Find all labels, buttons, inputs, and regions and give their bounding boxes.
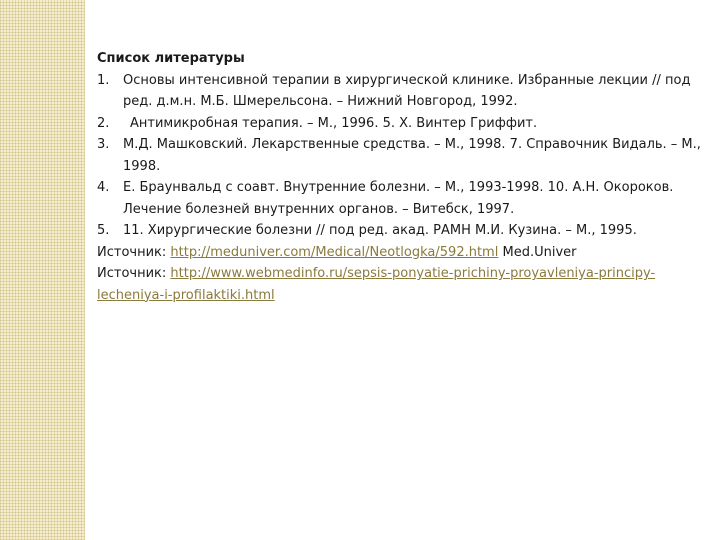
reference-number: 1.	[97, 72, 110, 88]
slide-content	[97, 48, 709, 306]
source-suffix: Med.Univer	[498, 244, 577, 260]
source-label: Источник:	[97, 266, 171, 281]
reference-item-1	[97, 70, 709, 113]
reference-text: Е. Браунвальд с соавт. Внутренние болезни. – М., 1993-1998. 10. А.Н. Окороков. Лечение болезней внутренних органов. – Витебск, 1997.	[123, 180, 674, 217]
reference-item-4	[97, 177, 709, 220]
source-line-2	[97, 263, 709, 306]
source-link[interactable]: http://www.webmedinfo.ru/sepsis-ponyatie-prichiny-proyavleniya-principy-lecheniya-i-profilaktiki.html	[97, 266, 656, 303]
source-link[interactable]: http://meduniver.com/Medical/Neotlogka/592.html	[170, 244, 499, 260]
reference-number: 5.	[97, 223, 110, 238]
source-label: Источник:	[97, 244, 171, 260]
reference-item-2	[97, 113, 709, 135]
reference-text: 11. Хирургические болезни // под ред. акад. РАМН М.И. Кузина. – М., 1995.	[123, 223, 637, 238]
reference-item-3	[97, 134, 709, 177]
source-line-1	[97, 242, 709, 264]
decorative-pattern-strip	[0, 0, 85, 540]
reference-text: Основы интенсивной терапии в хирургической клинике. Избранные лекции // под ред. д.м.н. М.Б. Шмерельсона. – Нижний Новгород, 1992.	[123, 72, 691, 109]
reference-number: 3.	[97, 137, 110, 152]
reference-item-5	[97, 220, 709, 242]
reference-text: М.Д. Машковский. Лекарственные средства. – М., 1998. 7. Справочник Видаль. – М., 1998.	[123, 137, 701, 174]
reference-number: 2.	[97, 115, 110, 131]
reference-text: Антимикробная терапия. – М., 1996. 5. Х. Винтер Гриффит.	[130, 115, 538, 131]
reference-number: 4.	[97, 180, 110, 195]
slide-title: Список литературы	[97, 51, 245, 66]
